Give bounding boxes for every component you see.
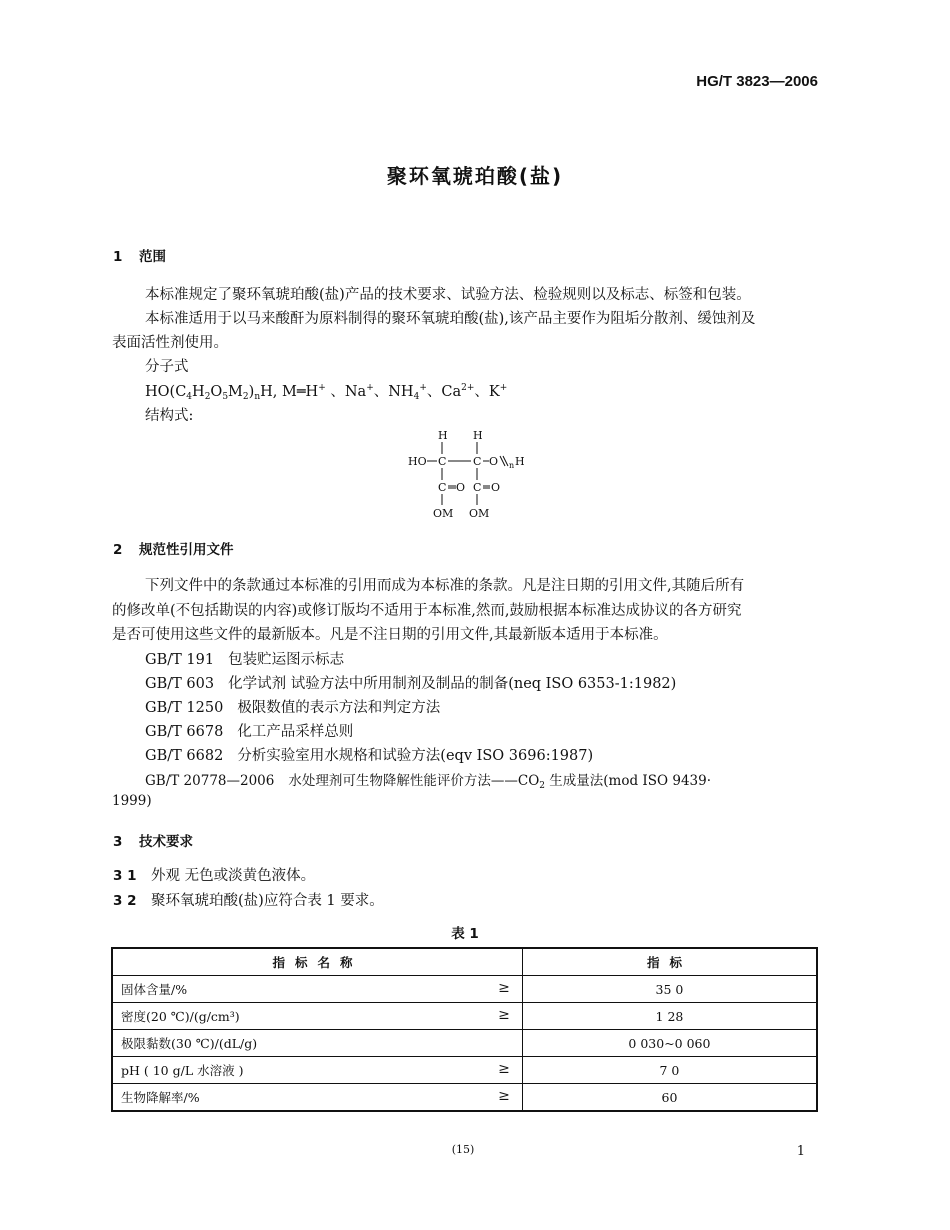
comparison-symbol: ≥ <box>498 1061 510 1077</box>
struct-n: n <box>509 461 515 470</box>
document-code: HG/T 3823—2006 <box>696 73 818 90</box>
reference-item: GB/T 191 包装贮运图示标志 <box>145 652 345 668</box>
clause-3-1: 3 1 外观 无色或淡黄色液体。 <box>113 868 316 884</box>
structure-label: 结构式: <box>145 408 194 424</box>
section-title: 技术要求 <box>139 834 193 850</box>
indicator-value: 1 28 <box>522 1003 817 1030</box>
column-header-value: 指标 <box>522 948 817 976</box>
struct-c-3: C <box>438 481 447 494</box>
comparison-symbol: ≥ <box>498 1007 510 1023</box>
table-row <box>112 976 817 1003</box>
section-title: 规范性引用文件 <box>139 542 234 558</box>
specification-table <box>111 947 818 1112</box>
struct-h-2: H <box>473 429 483 442</box>
reference-item: GB/T 20778—2006 水处理剂可生物降解性能评价方法$——CO_2$ 生成量法(mod ISO 9439· <box>145 773 712 791</box>
indicator-value: 0 030~0 060 <box>522 1030 817 1057</box>
footer-page-number: 1 <box>796 1144 805 1159</box>
struct-ho: HO <box>408 455 427 468</box>
struct-h-end: H <box>515 455 525 468</box>
reference-item-continuation: 1999) <box>112 793 152 809</box>
comparison-symbol: ≥ <box>498 1088 510 1104</box>
reference-item: GB/T 6678 化工产品采样总则 <box>145 724 354 740</box>
struct-c-2: C <box>473 455 482 468</box>
references-paragraph-line-3: 是否可使用这些文件的最新版本。凡是不注日期的引用文件,其最新版本适用于本标准。 <box>112 627 668 643</box>
section-3-heading <box>113 830 193 850</box>
table-header-row <box>112 948 817 976</box>
clause-3-2: 3 2 聚环氧琥珀酸(盐)应符合表 1 要求。 <box>113 893 384 909</box>
table-row <box>112 1003 817 1030</box>
reference-item: GB/T 1250 极限数值的表示方法和判定方法 <box>145 700 441 716</box>
table-caption: 表 1 <box>451 926 479 942</box>
struct-c-4: C <box>473 481 482 494</box>
indicator-name: pH ( 10 g/L 水溶液 ) <box>121 1063 244 1078</box>
comparison-symbol: ≥ <box>498 980 510 996</box>
struct-o-b: O <box>491 481 501 494</box>
table-row <box>112 1084 817 1112</box>
section-number: 1 <box>113 249 123 265</box>
indicator-value: 60 <box>522 1084 817 1112</box>
references-paragraph-line-1: 下列文件中的条款通过本标准的引用而成为本标准的条款。凡是注日期的引用文件,其随后所有 <box>145 578 745 594</box>
struct-om-2: OM <box>469 507 490 520</box>
struct-o-chain: O <box>489 455 499 468</box>
table-row <box>112 1057 817 1084</box>
table-row <box>112 1030 817 1057</box>
struct-h-1: H <box>438 429 448 442</box>
references-paragraph-line-2: 的修改单(不包括勘误的内容)或修订版均不适用于本标准,然而,鼓励根据本标准达成协议的各方研究 <box>112 603 742 619</box>
formula-label: 分子式 <box>145 359 189 375</box>
scope-paragraph-2-line-2: 表面活性剂使用。 <box>112 335 228 351</box>
section-1-heading <box>113 245 166 265</box>
reference-item: GB/T 603 化学试剂 试验方法中所用制剂及制品的制备(neq ISO 6353-1:1982) <box>145 676 677 692</box>
page-title: 聚环氧琥珀酸(盐) <box>386 164 564 188</box>
section-number: 2 <box>113 542 123 558</box>
molecular-formula: $HO(C_4H_2O_5M_2)_nH$, M═H+ 、Na+、$NH_4^+$、$Ca^{2+}$、K+ <box>145 383 508 402</box>
section-2-heading <box>113 538 234 558</box>
indicator-name: 密度(20 ℃)/(g/cm³) <box>121 1009 240 1024</box>
scope-paragraph-2-line-1: 本标准适用于以马来酸酐为原料制得的聚环氧琥珀酸(盐),该产品主要作为阻垢分散剂、缓蚀剂及 <box>145 311 756 327</box>
indicator-name: 极限黏数(30 ℃)/(dL/g) <box>121 1036 258 1051</box>
indicator-name: 固体含量/% <box>121 982 188 997</box>
indicator-value: 7 0 <box>522 1057 817 1084</box>
footer-page-number-center: (15) <box>451 1143 475 1156</box>
struct-c-1: C <box>438 455 447 468</box>
reference-item: GB/T 6682 分析实验室用水规格和试验方法(eqv ISO 3696:1987) <box>145 748 594 764</box>
indicator-name: 生物降解率/% <box>121 1090 200 1105</box>
scope-paragraph-1: 本标准规定了聚环氧琥珀酸(盐)产品的技术要求、试验方法、检验规则以及标志、标签和包装。 <box>145 287 751 303</box>
section-title: 范围 <box>139 249 166 265</box>
column-header-name: 指标名称 <box>112 948 522 976</box>
struct-o-a: O <box>456 481 466 494</box>
structural-formula-diagram <box>400 428 540 520</box>
indicator-value: 35 0 <box>522 976 817 1003</box>
struct-om-1: OM <box>433 507 454 520</box>
section-number: 3 <box>113 834 123 850</box>
